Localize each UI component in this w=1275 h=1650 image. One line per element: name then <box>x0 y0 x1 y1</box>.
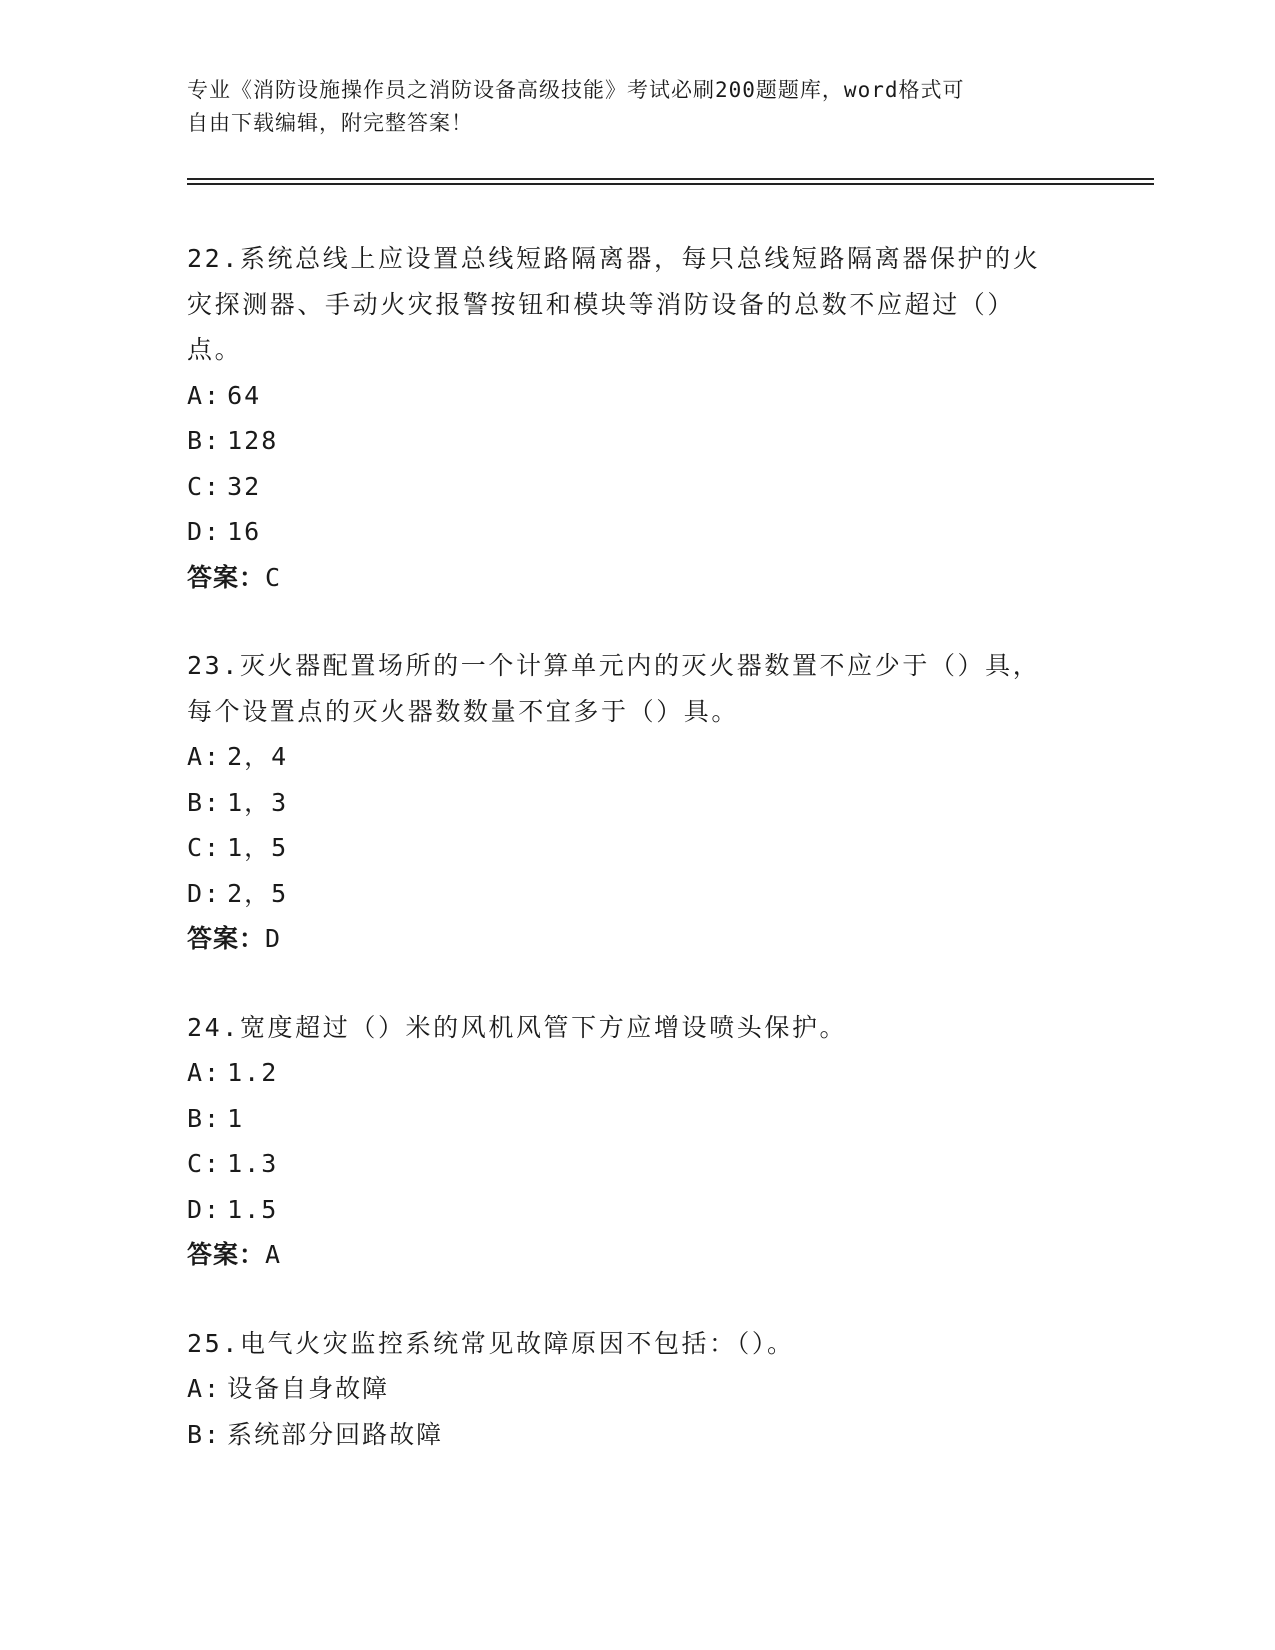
option-text: 2，5 <box>227 878 289 908</box>
question-text-line: 24.宽度超过（）米的风机风管下方应增设喷头保护。 <box>187 1012 848 1042</box>
option-a <box>187 373 1087 419</box>
question-text-line: 25.电气火灾监控系统常见故障原因不包括：（）。 <box>187 1328 795 1358</box>
option-b <box>187 418 1087 464</box>
answer-value: C <box>265 562 282 592</box>
question-24 <box>187 1005 1087 1278</box>
option-letter: C: <box>187 471 222 501</box>
option-letter: D: <box>187 878 222 908</box>
option-letter: B: <box>187 426 222 455</box>
question-22 <box>187 236 1087 600</box>
option-a <box>187 734 1087 780</box>
option-a <box>187 1366 1087 1412</box>
question-text-line: 点。 <box>187 335 243 364</box>
option-letter: A: <box>187 1374 222 1403</box>
question-text-line: 每个设置点的灭火器数数量不宜多于（）具。 <box>187 696 740 726</box>
option-letter: C: <box>187 833 222 862</box>
option-c <box>187 1141 1087 1187</box>
answer-label: 答案： <box>187 924 266 953</box>
option-c <box>187 464 1087 510</box>
answer-label: 答案： <box>187 562 266 592</box>
option-text: 64 <box>227 380 262 410</box>
answer-value: D <box>265 924 282 953</box>
option-c <box>187 825 1087 871</box>
option-text: 1，3 <box>227 787 289 817</box>
option-text: 系统部分回路故障 <box>227 1419 444 1449</box>
option-letter: B: <box>187 1103 222 1133</box>
option-d <box>187 509 1087 555</box>
option-text: 32 <box>227 471 262 501</box>
option-b <box>187 1096 1087 1142</box>
option-letter: A: <box>187 380 222 410</box>
option-d <box>187 871 1087 917</box>
option-letter: B: <box>187 787 222 817</box>
option-text: 1.5 <box>227 1194 279 1224</box>
option-text: 1，5 <box>227 833 289 862</box>
answer-value: A <box>265 1240 282 1269</box>
option-letter: A: <box>187 1058 222 1087</box>
answer-label: 答案： <box>187 1240 266 1269</box>
option-text: 1.3 <box>227 1149 279 1178</box>
option-letter: D: <box>187 1194 222 1224</box>
header-line-1: 专业《消防设施操作员之消防设备高级技能》考试必刷200题题库，word格式可 <box>187 78 965 102</box>
question-23 <box>187 643 1087 962</box>
question-text-line: 灾探测器、手动火灾报警按钮和模块等消防设备的总数不应超过（） <box>187 289 1016 319</box>
option-d <box>187 1187 1087 1233</box>
question-text-line: 23.灭火器配置场所的一个计算单元内的灭火器数置不应少于（）具， <box>187 651 1041 680</box>
option-letter: A: <box>187 742 222 771</box>
answer-line <box>187 555 1087 601</box>
option-a <box>187 1050 1087 1096</box>
option-text: 128 <box>227 426 279 455</box>
answer-line <box>187 916 1087 962</box>
answer-line <box>187 1232 1087 1278</box>
option-letter: C: <box>187 1149 222 1178</box>
option-text: 16 <box>227 517 262 546</box>
header-divider-bottom <box>187 183 1154 185</box>
question-text-line: 22.系统总线上应设置总线短路隔离器，每只总线短路隔离器保护的火 <box>187 244 1041 273</box>
option-text: 设备自身故障 <box>227 1374 390 1403</box>
question-25 <box>187 1321 1087 1458</box>
option-text: 1 <box>227 1103 245 1133</box>
question-list <box>187 236 1087 1500</box>
header-line-2: 自由下载编辑，附完整答案！ <box>187 111 473 135</box>
option-letter: B: <box>187 1419 222 1449</box>
header-divider-top <box>187 178 1154 180</box>
option-b <box>187 1412 1087 1458</box>
option-text: 1.2 <box>227 1058 279 1087</box>
option-text: 2，4 <box>227 742 289 771</box>
option-letter: D: <box>187 517 222 546</box>
option-b <box>187 780 1087 826</box>
document-header <box>187 74 1087 140</box>
